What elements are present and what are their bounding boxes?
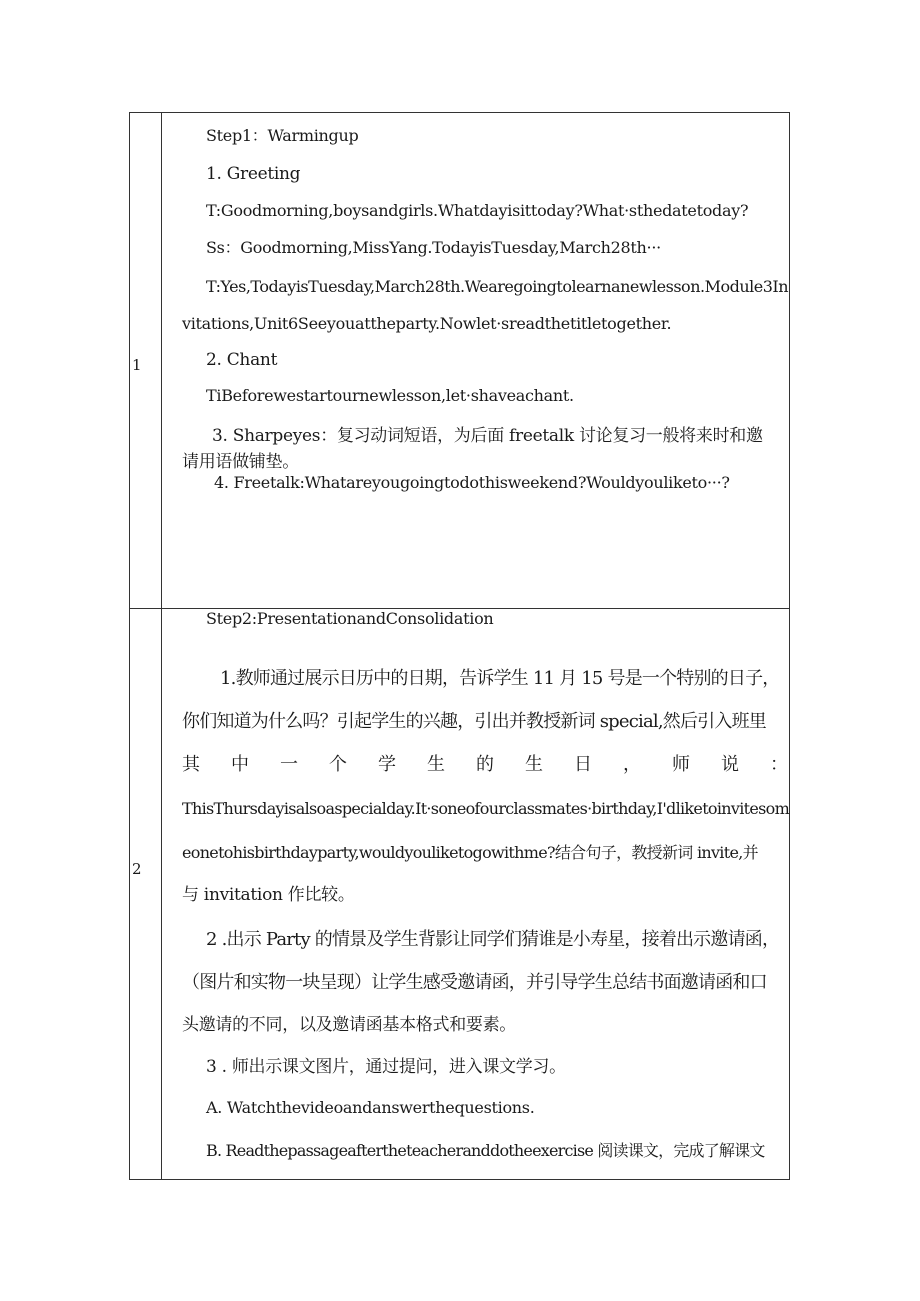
text-line: TiBeforewestartournewlesson,let·shaveachant. [206, 386, 574, 405]
char: 日 [574, 754, 592, 775]
char: 其 [182, 754, 200, 775]
char: 师 [672, 754, 690, 775]
char: 生 [427, 754, 445, 775]
column-divider [161, 113, 162, 1179]
text-line: 头邀请的不同，以及邀请函基本格式和要素。 [182, 1015, 516, 1035]
spaced-text-line [182, 754, 788, 776]
row-number-1: 1 [132, 356, 142, 374]
char: 学 [378, 754, 396, 775]
char: 生 [525, 754, 543, 775]
char: 说 [721, 754, 739, 775]
char: 的 [476, 754, 494, 775]
row-number-2: 2 [132, 860, 142, 878]
text-line: vitations,Unit6Seeyouattheparty.Nowlet·sreadthetitletogether. [182, 314, 672, 333]
char: ： [770, 754, 788, 775]
text-line: T:Goodmorning,boysandgirls.Whatdayisittoday?What·sthedatetoday? [206, 201, 749, 220]
char: 个 [329, 754, 347, 775]
text-line: 与 invitation 作比较。 [182, 885, 355, 905]
text-line: （图片和实物一块呈现）让学生感受邀请函，并引导学生总结书面邀请函和口 [182, 972, 767, 993]
step2-heading: Step2:PresentationandConsolidation [206, 609, 494, 628]
text-line: ThisThursdayisalsoaspecialday.It·soneofourclassmates·birthday,I'dliketoinvitesom [182, 799, 790, 818]
text-line: 3 . 师出示课文图片，通过提问，进入课文学习。 [206, 1057, 566, 1077]
text-line: 你们知道为什么吗？引起学生的兴趣，引出并教授新词 special,然后引入班里 [182, 711, 766, 732]
char: ， [623, 754, 641, 775]
text-line: 请用语做铺垫。 [182, 452, 299, 472]
freetalk-item: 4. Freetalk:Whatareyougoingtodothisweekend?Wouldyouliketo···? [214, 473, 730, 492]
text-line: B. Readthepassageaftertheteacheranddotheexercise 阅读课文，完成了解课文 [206, 1141, 765, 1160]
step1-heading: Step1：Warmingup [206, 126, 359, 145]
text-line: Ss：Goodmorning,MissYang.TodayisTuesday,March28th··· [206, 238, 661, 257]
greeting-item: 1. Greeting [206, 164, 301, 184]
text-line: 1.教师通过展示日历中的日期，告诉学生 11 月 15 号是一个特别的日子， [220, 668, 780, 689]
chant-item: 2. Chant [206, 350, 278, 370]
sharpeyes-item: 3. Sharpeyes：复习动词短语，为后面 freetalk 讨论复习一般将来时和邀 [212, 426, 763, 446]
text-line: 2 .出示 Party 的情景及学生背影让同学们猜谁是小寿星，接着出示邀请函， [206, 929, 780, 950]
char: 中 [231, 754, 249, 775]
text-line: eonetohisbirthdayparty,wouldyouliketogowithme?结合句子，教授新词 invite,并 [182, 843, 758, 862]
text-line: A. Watchthevideoandanswerthequestions. [206, 1098, 535, 1117]
char: 一 [280, 754, 298, 775]
text-line: T:Yes,TodayisTuesday,March28th.Wearegoingtolearnanewlesson.Module3In [206, 277, 789, 296]
